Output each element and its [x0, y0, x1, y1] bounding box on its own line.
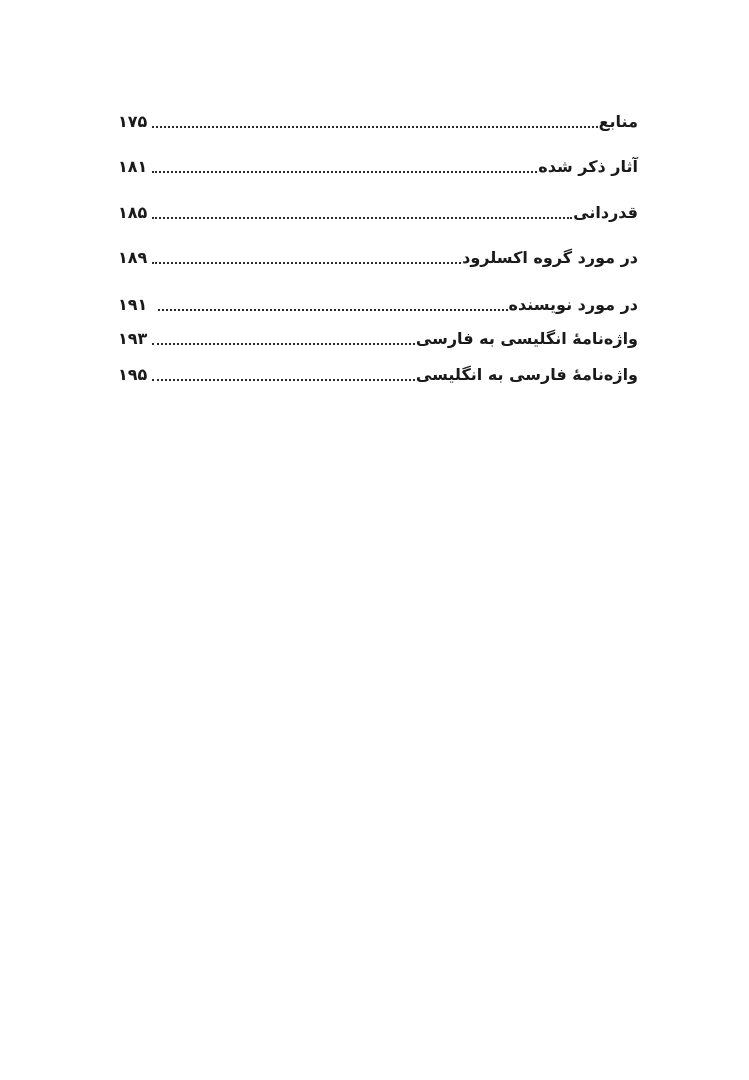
toc-entry-title: منابع [598, 112, 638, 131]
dot-leader [152, 171, 537, 173]
toc-entry[interactable] [118, 356, 638, 386]
dot-leader [152, 379, 415, 381]
toc-entry[interactable] [118, 320, 638, 350]
toc-entry[interactable] [118, 239, 638, 269]
dot-leader [158, 309, 508, 311]
toc-entry-page-number: ۱۷۵ [118, 112, 148, 131]
toc-entry-page-number: ۱۸۱ [118, 157, 148, 176]
dot-leader [152, 343, 415, 345]
dot-leader [152, 262, 461, 264]
toc-entry-page-number: ۱۸۹ [118, 248, 148, 267]
toc-entry-page-number: ۱۹۳ [118, 329, 148, 348]
toc-entry-title: در مورد نویسنده [508, 295, 638, 314]
toc-entry-page-number: ۱۹۱ [118, 295, 148, 314]
toc-entry-title: قدردانی [573, 203, 638, 222]
toc-entry[interactable] [118, 103, 638, 133]
toc-entry-title: آثار ذکر شده [538, 157, 638, 176]
toc-entry-title: واژه‌نامهٔ فارسی به انگلیسی [415, 365, 638, 384]
toc-entry-page-number: ۱۹۵ [118, 365, 148, 384]
dot-leader [152, 217, 572, 219]
toc-entry[interactable] [118, 148, 638, 178]
toc-entry-title: در مورد گروه اکسلرود [462, 248, 638, 267]
toc-entry[interactable] [118, 286, 638, 316]
toc-entry-title: واژه‌نامهٔ انگلیسی به فارسی [415, 329, 638, 348]
toc-entry-page-number: ۱۸۵ [118, 203, 148, 222]
dot-leader [152, 126, 598, 128]
toc-entry[interactable] [118, 194, 638, 224]
